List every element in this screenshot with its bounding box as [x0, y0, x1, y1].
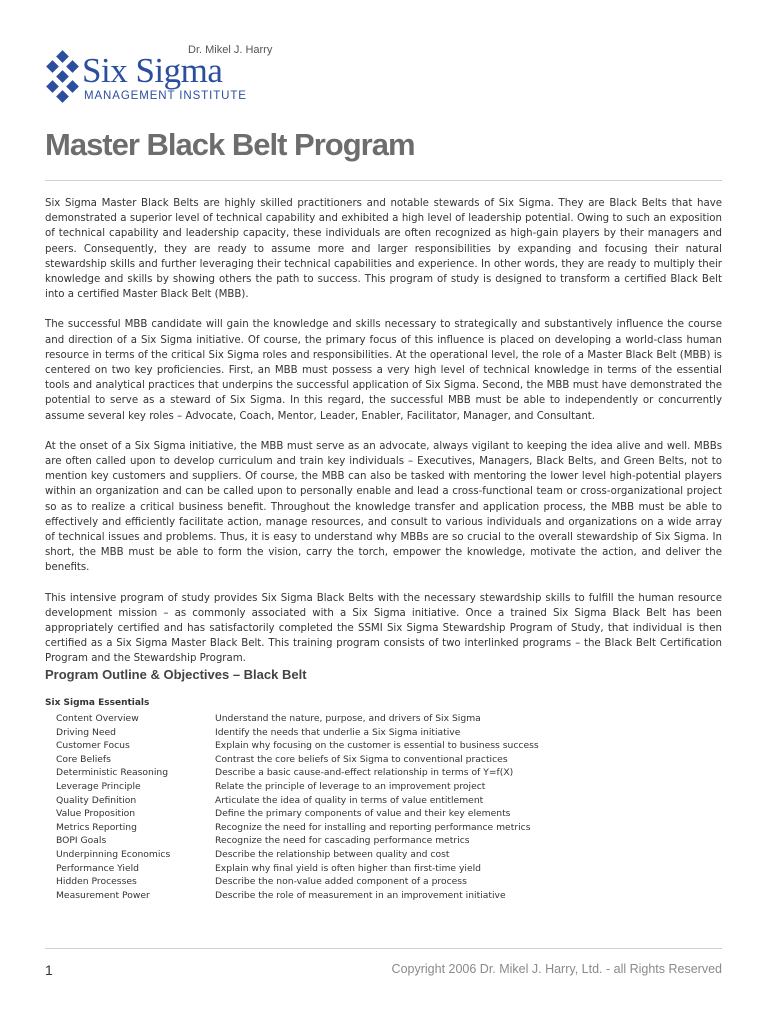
list-item [56, 862, 722, 876]
objective-description: Define the primary components of value and their key elements [215, 808, 511, 820]
objective-term: Customer Focus [56, 740, 130, 752]
footer-divider [45, 948, 722, 949]
objective-description: Describe the non-value added component of a process [215, 876, 467, 888]
objective-term: Value Proposition [56, 808, 136, 820]
logo-author: Dr. Mikel J. Harry [188, 44, 273, 56]
copyright-notice: Copyright 2006 Dr. Mikel J. Harry, Ltd. - all Rights Reserved [391, 962, 722, 976]
objective-description: Recognize the need for cascading performance metrics [215, 835, 470, 847]
list-item [56, 821, 722, 835]
paragraph: This intensive program of study provides Six Sigma Black Belts with the necessary stewardship skills to fulfill the human resource development mission – as commonly associated with a Six Sigma initiative. Once a trained Six Sigma Black Belt has been appropriately certified and has satisfactorily completed the SSMI Six Sigma Stewardship Program of Study, that individual is then certified as a Six Sigma Master Black Belt. This training program consists of two interlinked programs – the Black Belt Certification Program and the Stewardship Program. [45, 592, 722, 665]
list-item [56, 889, 722, 903]
objective-description: Understand the nature, purpose, and drivers of Six Sigma [215, 713, 481, 724]
section-heading: Program Outline & Objectives – Black Belt [45, 667, 307, 682]
objective-description: Describe the relationship between quality and cost [215, 848, 450, 860]
page-title: Master Black Belt Program [45, 127, 415, 162]
objective-term: Metrics Reporting [56, 821, 137, 833]
list-item [56, 726, 722, 740]
objective-description: Explain why final yield is often higher than first-time yield [215, 862, 482, 874]
list-item [56, 766, 722, 780]
objective-term: Leverage Principle [56, 780, 141, 792]
list-item [56, 848, 722, 862]
objective-term: Measurement Power [56, 889, 150, 901]
list-item [56, 875, 722, 889]
objective-term: BOPI Goals [56, 835, 107, 847]
objective-description: Identify the needs that underlie a Six Sigma initiative [215, 726, 461, 738]
list-item [56, 807, 722, 821]
list-item [56, 780, 722, 794]
title-divider [45, 180, 722, 181]
objective-term: Quality Definition [56, 794, 137, 806]
objective-description: Contrast the core beliefs of Six Sigma to conventional practices [215, 753, 508, 765]
objective-description: Articulate the idea of quality in terms of value entitlement [215, 794, 484, 806]
list-item [56, 834, 722, 848]
list-item [56, 739, 722, 753]
list-item [56, 753, 722, 767]
objective-description: Recognize the need for installing and reporting performance metrics [215, 821, 531, 833]
objective-term: Content Overview [56, 713, 139, 724]
paragraph: The successful MBB candidate will gain the knowledge and skills necessary to strategically and substantively influence the course and direction of a Six Sigma initiative. Of course, the primary focus of this influence is placed on developing a world-class human resource in terms of the critical Six Sigma roles and responsibilities. At the operational level, the role of a Master Black Belt (MBB) is centered on two key proficiencies. First, an MBB must possess a very high level of technical knowledge in terms of the essential tools and analytical practices that underpins the successful application of Six Sigma. Second, the MBB must have demonstrated the potential to serve as a steward of Six Sigma. In this regard, the successful MBB must be able to independently or concurrently assume several key roles – Advocate, Coach, Mentor, Leader, Enabler, Facilitator, Manager, and Consultant. [45, 319, 722, 422]
objective-description: Relate the principle of leverage to an improvement project [215, 780, 486, 792]
institute-logo [46, 44, 296, 104]
page-number: 1 [45, 962, 53, 978]
section-subheading: Six Sigma Essentials [45, 698, 150, 708]
objective-term: Hidden Processes [56, 876, 137, 888]
paragraph: Six Sigma Master Black Belts are highly skilled practitioners and notable stewards of Six Sigma. They are Black Belts that have demonstrated a superior level of technical capability and exhibited a high level of leadership potential. Owing to such an exposition of technical capability and leadership capacity, these individuals are often recognized as high-gain players by their managers and peers. Consequently, they are ready to assume more and larger responsibilities by expanding and focusing their natural stewardship skills and further leveraging their technical capabilities and experience. In other words, they are ready to multiply their knowledge and skills by showing others the path to success. This program of study is designed to transform a certified Black Belt into a certified Master Black Belt (MBB). [45, 198, 722, 301]
objective-description: Explain why focusing on the customer is essential to business success [215, 740, 539, 752]
body-text [45, 196, 722, 682]
list-item [56, 712, 722, 726]
logo-subtitle: MANAGEMENT INSTITUTE [84, 90, 247, 102]
objective-term: Driving Need [56, 726, 116, 738]
objectives-list [56, 712, 722, 902]
diamond-logo-icon [46, 52, 80, 102]
objective-description: Describe a basic cause-and-effect relationship in terms of Y=f(X) [215, 767, 514, 779]
list-item [56, 794, 722, 808]
objective-term: Underpinning Economics [56, 848, 171, 860]
objective-term: Deterministic Reasoning [56, 767, 169, 779]
objective-term: Core Beliefs [56, 753, 111, 765]
objective-term: Performance Yield [56, 862, 140, 874]
logo-name: Six Sigma [82, 51, 223, 90]
objective-description: Describe the role of measurement in an improvement initiative [215, 889, 506, 901]
paragraph: At the onset of a Six Sigma initiative, the MBB must serve as an advocate, always vigilant to keeping the idea alive and well. MBBs are often called upon to develop curriculum and train key individuals – Executives, Managers, Black Belts, and Green Belts, not to mention key customers and suppliers. Of course, the MBB can also be tasked with mentoring the lower level high-potential players within an organization and can be called upon to personally enable and lead a cross-functional team or cross-organizational project so as to realize a critical business benefit. Throughout the knowledge transfer and application process, the MBB must be able to effectively and efficiently facilitate action, manage resources, and consult to various individuals and organizations on a wide array of technical issues and problems. Thus, it is easy to understand why MBBs are so crucial to the overall stewardship of Six Sigma. In short, the MBB must be able to form the vision, carry the torch, empower the knowledge, motivate the action, and deliver the benefits. [45, 440, 722, 574]
